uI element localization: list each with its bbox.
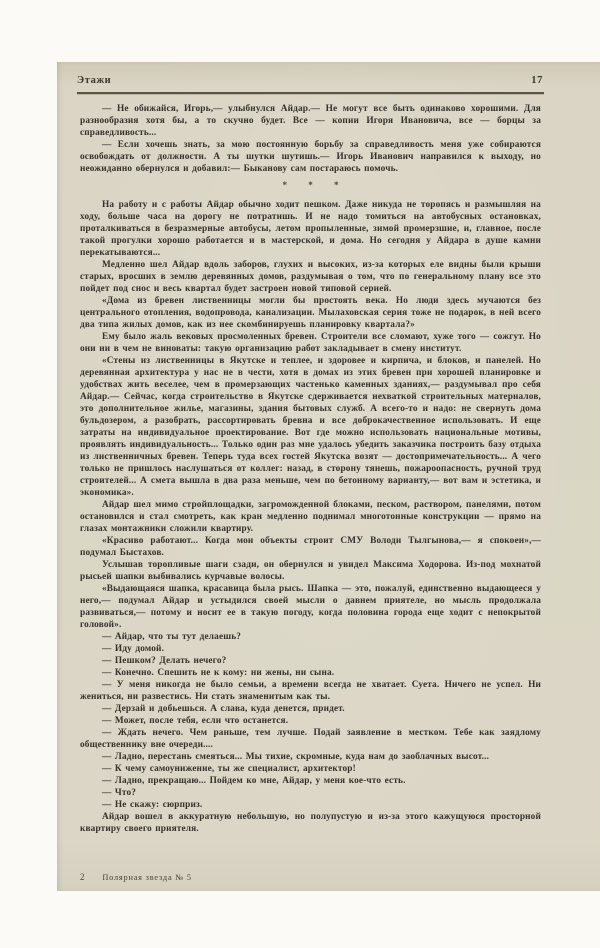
paragraph: — Пешком? Делать нечего?: [102, 656, 227, 666]
running-title: Этажи: [77, 75, 112, 86]
paragraph: — Ладно, перестань смеяться... Мы тихие, скромные, куда нам до заоблачных высот...: [102, 752, 490, 762]
paragraph: — Айдар, что ты тут делаешь?: [102, 632, 242, 642]
paragraph: «Дома из бревен лиственницы могли бы простоять века. Но люди здесь мучаются без центрального отопления, водопровода, канализации. Мылаховская серия тоже не подарок, в ней всего два типа жилых домов, как из нее скомбинируешь планировку квартала?»: [80, 296, 541, 330]
paragraph: — Конечно. Спешить не к кому: ни жены, ни сына.: [102, 668, 335, 678]
paragraph: — Ладно, прекращаю... Пойдем ко мне, Айдар, у меня кое-что есть.: [102, 776, 406, 786]
paragraph: — Что?: [102, 788, 137, 798]
paragraph: — Если хочешь знать, за мою постоянную борьбу за справедливость меня уже собираются освобождать от должности. А ты шутки шутишь.— Игорь Иванович направился к выходу, но неожиданно обернулся и добавил:— Быканову сам постараюсь помочь.: [80, 140, 541, 174]
paragraph: «Выдающаяся шапка, красавица была рысь. Шапка — это, пожалуй, единственно выдающееся у него,— подумал Айдар и устыдился своей мысли о давнем приятеле, но мысль продолжала развиваться,— потому и носит ее в такую погоду, когда половина города еще ходит с непокрытой головой».: [80, 584, 541, 630]
running-head: [77, 75, 543, 91]
paragraph: — Иду домой.: [102, 644, 165, 654]
section-separator: * * *: [282, 180, 348, 190]
signature-number: 2: [80, 872, 86, 882]
page-number: 17: [531, 75, 543, 86]
paragraph: — Может, после тебя, если что останется.: [102, 716, 289, 726]
page-footer: [80, 872, 541, 882]
paragraph: — У меня никогда не было семьи, а времени всегда не хватает. Суета. Ничего не успел. Ни жениться, ни развестись. Ни стать знаменитым как ты.: [80, 680, 541, 702]
paragraph: «Красиво работают... Когда мои объекты строит СМУ Володи Тылгынова,— я спокоен»,— подумал Быстахов.: [80, 536, 541, 558]
paragraph: — Не обижайся, Игорь,— улыбнулся Айдар.— Не могут все быть одинаково хорошими. Для разнообразия хотя бы, а то скучно будет. Все — копии Игоря Ивановича, все — борцы за справедливость...: [80, 104, 541, 138]
paragraph: — Ждать нечего. Чем раньше, тем лучше. Подай заявление в местком. Тебе как заядлому общественнику вне очереди....: [80, 728, 541, 750]
paragraph: Медленно шел Айдар вдоль заборов, глухих и высоких, из-за которых еле видны были крыши старых, вросших в землю деревянных домов, раздумывая о том, что по генеральному плану все это пойдет под снос и весь квартал будет застроен новой типовой серией.: [80, 260, 541, 294]
text-body: [80, 103, 541, 835]
paragraph: На работу и с работы Айдар обычно ходит пешком. Даже никуда не торопясь и размышляя на ходу, больше часа на дорогу не потратишь. И не надо томиться на автобусных остановках, проталкиваться в безразмерные автобусы, летом пропыленные, зимой промерзшие, и, главное, после такой прогулки хорошо работается и в мастерской, и дома. Но сегодня у Айдара в душе камни перекатываются...: [80, 200, 541, 258]
paragraph: Айдар вошел в аккуратную небольшую, но полупустую и из-за этого кажущуюся просторной квартиру своего приятеля.: [80, 812, 541, 834]
header-rule: [77, 92, 544, 94]
paragraph: «Стены из лиственницы в Якутске и теплее, и здоровее и кирпича, и блоков, и панелей. Но деревянная архитектура у нас не в чести, хотя в домах из этих бревен при хорошей планировке и удобствах жить веселее, чем в промерзающих частенько каменных зданиях,— раздумывал про себя Айдар.— Сейчас, когда строительство в Якутске сдерживается нехваткой строительных материалов, это дополнительное жилье, магазины, здания бытовых служб. А всего-то и надо: не свернуть дома бульдозером, а разобрать, рассортировать бревна и все доброкачественное использовать. И еще затраты на индивидуальное проектирование. Вот где можно использовать национальные мотивы, проявлять индивидуальность... Только один раз мне удалось убедить заказчика построить базу отдыха из лиственничных бревен. Теперь туда всех гостей Якутска возят — достопримечательность... А чего только не пришлось наслушаться от коллег: назад, в сторону тянешь, пожароопасность, ручной труд строителей... А смета вышла в два раза меньше, чем по бетонному варианту,— вот вам и эстетика, и экономика».: [80, 356, 541, 498]
paragraph: Услышав торопливые шаги сзади, он обернулся и увидел Максима Ходорова. Из-под мохнатой рысьей шапки выбивались курчавые волосы.: [80, 560, 541, 582]
paragraph: Ему было жаль вековых просмоленных бревен. Строители все сломают, хуже того — сожгут. Но они ни в чем не виноваты: такую организацию работ закладывает в смену институт.: [80, 332, 541, 354]
journal-title: Полярная звезда № 5: [102, 873, 192, 882]
paper-sheet: [57, 62, 600, 891]
paragraph: — Дерзай и добьешься. А слава, куда денется, придет.: [102, 704, 345, 714]
paragraph: — Не скажу: сюрприз.: [102, 800, 203, 810]
paragraph: Айдар шел мимо стройплощадки, загроможденной блоками, песком, раствором, панелями, потом остановился и стал смотреть, как кран медленно поднимал многотонные конструкции — прямо на глазах монтажники сложили квартиру.: [80, 500, 541, 534]
paragraph: — К чему самоунижение, ты же специалист, архитектор!: [102, 764, 356, 774]
